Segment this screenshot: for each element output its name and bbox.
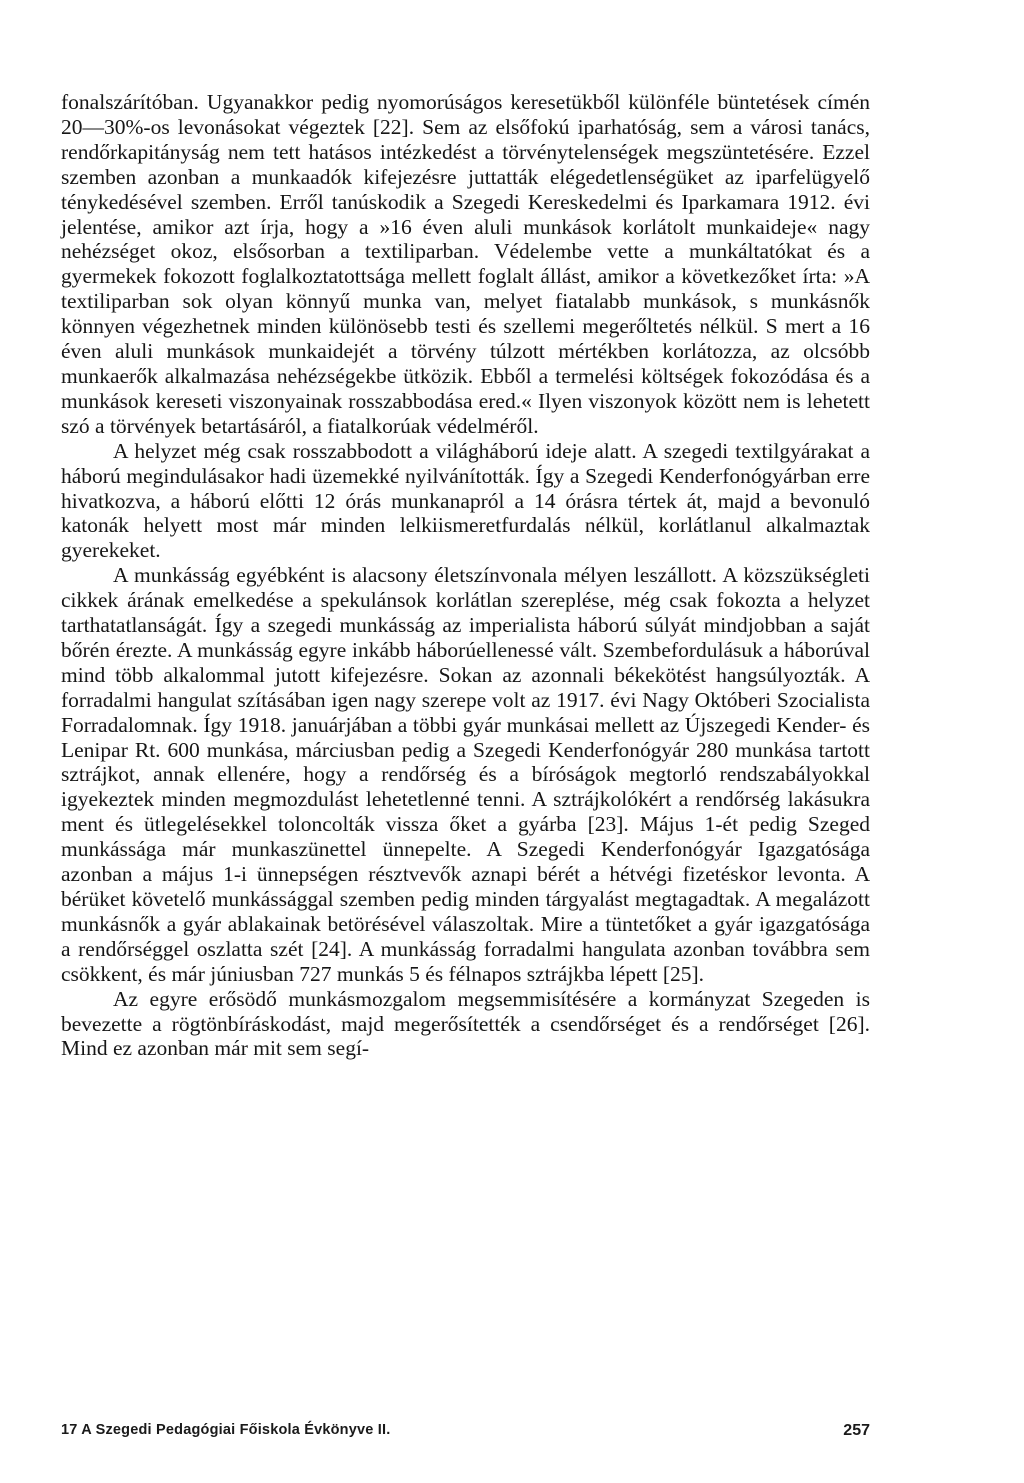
paragraph-2: A helyzet még csak rosszabbodott a világháború ideje alatt. A szegedi textilgyárakat a háború megindulásakor hadi üzemekké nyilvánították. Így a Szegedi Kenderfonógyárban erre hivatkozva, a háború előtti 12 órás munkanapról a 14 órásra tértek át, majd a bevonuló katonák helyett most már minden lelkiismeretfurdalás nélkül, korlátlanul alkalmaztak gyerekeket. [61,438,870,563]
footer-publication: 17 A Szegedi Pedagógiai Főiskola Évkönyve II. [61,1422,391,1438]
paragraph-3: A munkásság egyébként is alacsony életszínvonala mélyen leszállott. A közszükségleti cikkek árának emelkedése a spekulánsok korlátlan szereplése, még csak fokozta a helyzet tarthatatlanságát. Így a szegedi munkásság az imperialista háború súlyát mindjobban a saját bőrén érezte. A munkásság egyre inkább háborúellenessé vált. Szembefordulásuk a háborúval mind több alkalommal jutott kifejezésre. Sokan az azonnali békekötést hangsúlyozták. A forradalmi hangulat szításában igen nagy szerepe volt az 1917. évi Nagy Októberi Szocialista Forradalomnak. Így 1918. januárjában a többi gyár munkásai mellett az Újszegedi Kender- és Lenipar Rt. 600 munkása, márciusban pedig a Szegedi Kenderfonógyár 280 munkása tartott sztrájkot, annak ellenére, hogy a rendőrség és a bíróságok megtorló rendszabályokkal igyekeztek minden megmozdulást lehetetlenné tenni. A sztrájkolókért a rendőrség lakásukra ment és ütlegelésekkel toloncolták vissza őket a gyárba [23]. Május 1-ét pedig Szeged munkássága már munkaszünettel ünnepelte. A Szegedi Kenderfonógyár Igazgatósága azonban a május 1-i ünnepségen résztvevők aznapi bérét a hétvégi fizetéskor levonta. A bérüket követelő munkássággal szemben pedig minden tárgyalást megtagadtak. A megalázott munkásnők a gyár ablakainak betörésével válaszoltak. Mire a tüntetőket a gyár igazgatósága a rendőrséggel oszlatta szét [24]. A munkásság forradalmi hangulata azonban továbbra sem csökkent, és már júniusban 727 munkás 5 és félnapos sztrájkba lépett [25]. [61,563,870,986]
page-number: 257 [843,1422,870,1439]
paragraph-1: fonalszárítóban. Ugyanakkor pedig nyomorúságos keresetükből különféle büntetések címén 20—30%-os levonásokat végeztek [22]. Sem az elsőfokú iparhatóság, sem a városi tanács, rendőrkapitányság nem tett hatásos intézkedést a törvénytelenségek megszüntetésére. Ezzel szemben azonban a munkaadók kifejezésre juttatták elégedetlenségüket az iparfelügyelő ténykedésével szemben. Erről tanúskodik a Szegedi Kereskedelmi és Iparkamara 1912. évi jelentése, amikor azt írja, hogy a »16 éven aluli munkások korlátolt munkaideje« nagy nehézséget okoz, elsősorban a textiliparban. Védelembe vette a munkáltatókat és a gyermekek fokozott foglalkoztatottsága mellett foglalt állást, amikor a következőket írta: »A textiliparban sok olyan könnyű munka van, melyet fiatalabb munkások, s munkásnők könnyen végezhetnek minden különösebb testi és szellemi megerőltetés nélkül. S mert a 16 éven aluli munkások munkaidejét a törvény túlzott mértékben korlátozza, az olcsóbb munkaerők alkalmazása nehézségekbe ütközik. Ebből a termelési költségek fokozódása és a munkások kereseti viszonyainak rosszabbodása ered.« Ilyen viszonyok között nem is lehetett szó a törvények betartásáról, a fiatalkorúak védelméről. [61,90,870,438]
paragraph-4: Az egyre erősödő munkásmozgalom megsemmisítésére a kormányzat Szegeden is bevezette a rögtönbíráskodást, majd megerősítették a csendőrséget és a rendőrséget [26]. Mind ez azonban már mit sem segí- [61,986,870,1061]
page-body [61,90,870,1061]
